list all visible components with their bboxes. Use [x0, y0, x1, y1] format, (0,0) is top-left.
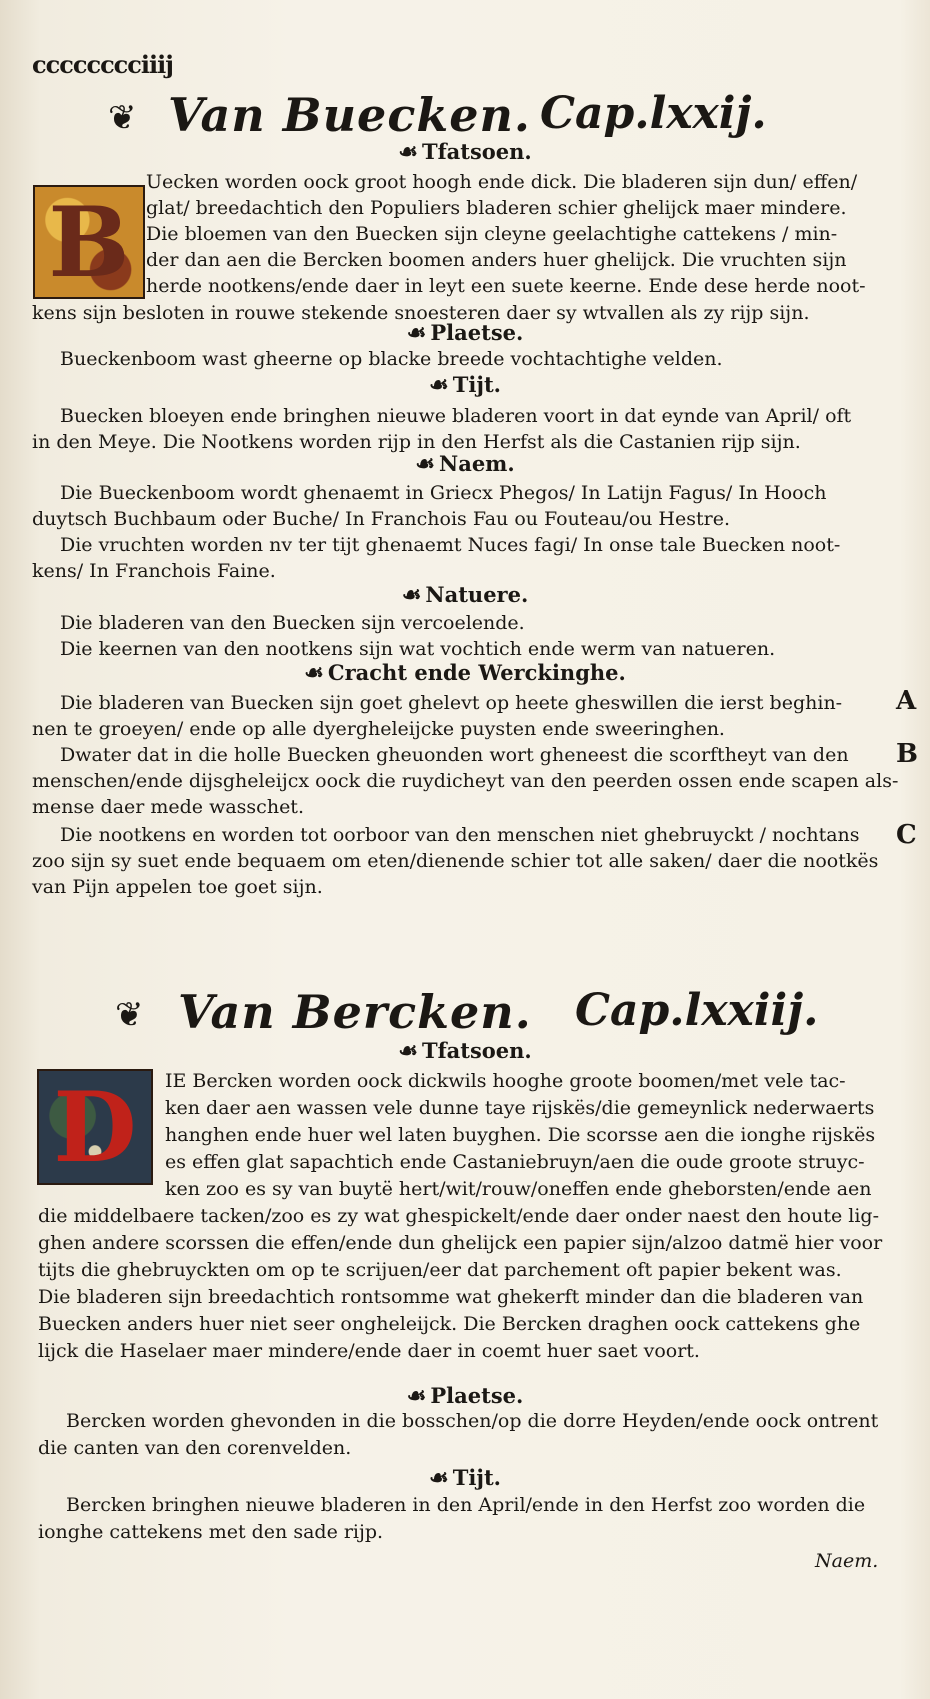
text-line: Bercken worden ghevonden in die bosschen/op die dorre Heyden/ende oock ontrent: [66, 1410, 879, 1432]
text-line: Die bladeren sijn breedachtich rontsomme wat ghekerft minder dan die bladeren van: [38, 1286, 864, 1308]
text-line: Die vruchten worden nv ter tijt ghenaemt Nuces fagi/ In onse tale Buecken noot-: [60, 534, 841, 556]
section-heading-cracht: ☙ Cracht ende Werckinghe.: [304, 660, 626, 686]
text-line: die middelbaere tacken/zoo es zy wat ghespickelt/ende daer onder naest den houte lig-: [38, 1205, 879, 1227]
text-line: die canten van den corenvelden.: [38, 1437, 352, 1459]
text-line: menschen/ende dijsgheleijcx oock die ruydicheyt van den peerden ossen ende scapen als-: [32, 770, 899, 792]
text-line: hanghen ende huer wel laten buyghen. Die scorsse aen die ionghe rijskës: [165, 1124, 876, 1146]
pilcrow-icon: ☙: [398, 139, 418, 165]
pilcrow-icon: ☙: [429, 372, 449, 398]
text-line: herde nootkens/ende daer in leyt een suete keerne. Ende dese herde noot-: [146, 275, 866, 297]
chapter-heading-bercken: [0, 985, 930, 1045]
text-line: Buecken anders huer niet seer ongheleijck. Die Bercken draghen oock cattekens ghe: [38, 1313, 861, 1335]
chapter-number: Cap.lxxij.: [540, 88, 767, 139]
text-line: Die keernen van den nootkens sijn wat vochtich ende werm van natueren.: [60, 638, 776, 660]
section-heading-tfatsoen: ☙ Tfatsoen.: [398, 139, 532, 165]
section-heading-tfatsoen: ☙ Tfatsoen.: [398, 1038, 532, 1064]
text-line: es effen glat sapachtich ende Castaniebruyn/aen die oude groote struyc-: [165, 1151, 865, 1173]
decorated-initial-b: B: [33, 185, 145, 299]
text-line: Die bladeren van den Buecken sijn vercoelende.: [60, 612, 525, 634]
text-line: Die bloemen van den Buecken sijn cleyne geelachtighe cattekens / min-: [146, 223, 838, 245]
text-line: der dan aen die Bercken boomen anders huer ghelijck. Die vruchten sijn: [146, 249, 847, 271]
text-line: kens/ In Franchois Faine.: [32, 560, 276, 582]
text-line: tijts die ghebruyckten om op te scrijuen/eer dat parchement oft papier bekent was.: [38, 1259, 842, 1281]
text-line: IE Bercken worden oock dickwils hooghe groote boomen/met vele tac-: [165, 1070, 846, 1092]
section-heading-tijt: ☙ Tijt.: [429, 372, 501, 398]
text-line: ghen andere scorssen die effen/ende dun ghelijck een papier sijn/alzoo datmë hier voor: [38, 1232, 883, 1254]
text-line: ken daer aen wassen vele dunne taye rijskës/die gemeynlick nederwaerts: [165, 1097, 875, 1119]
pilcrow-icon: ☙: [398, 1038, 418, 1064]
text-line: ionghe cattekens met den sade rijp.: [38, 1521, 384, 1543]
text-line: Buecken bloeyen ende bringhen nieuwe bladeren voort in dat eynde van April/ oft: [60, 405, 852, 427]
fleuron-ornament-icon: ❦: [115, 995, 144, 1035]
section-heading-tijt: ☙ Tijt.: [429, 1465, 501, 1491]
pilcrow-icon: ☙: [406, 320, 427, 346]
section-heading-plaetse: ☙ Plaetse.: [406, 320, 524, 346]
pilcrow-icon: ☙: [401, 582, 422, 608]
text-line: van Pijn appelen toe goet sijn.: [32, 876, 323, 898]
text-line: Bercken bringhen nieuwe bladeren in den April/ende in den Herfst zoo worden die: [66, 1494, 866, 1516]
section-heading-natuere: ☙ Natuere.: [401, 582, 529, 608]
pilcrow-icon: ☙: [304, 660, 324, 686]
text-line: nen te groeyen/ ende op alle dyergheleijcke puysten ende sweeringhen.: [32, 718, 725, 740]
text-line: Uecken worden oock groot hoogh ende dick. Die bladeren sijn dun/ effen/: [146, 171, 858, 193]
text-line: glat/ breedachtich den Populiers bladeren schier ghelijck maer mindere.: [146, 197, 847, 219]
text-line: lijck die Haselaer maer mindere/ende daer in coemt huer saet voort.: [38, 1340, 700, 1362]
pilcrow-icon: ☙: [415, 451, 436, 477]
text-line: ken zoo es sy van buytë hert/wit/rouw/oneffen ende gheborsten/ende aen: [165, 1178, 872, 1200]
text-line: in den Meye. Die Nootkens worden rijp in den Herfst als die Castanien rijp sijn.: [32, 431, 801, 453]
chapter-title: Van Buecken.: [168, 88, 531, 142]
section-heading-plaetse: ☙ Plaetse.: [406, 1383, 524, 1409]
text-line: Die nootkens en worden tot oorboor van den menschen niet ghebruyckt / nochtans: [60, 824, 860, 846]
section-heading-naem: ☙ Naem.: [415, 451, 515, 477]
margin-marker-c: C: [896, 820, 917, 850]
catchword: Naem.: [815, 1550, 879, 1572]
decorated-initial-d: D: [37, 1069, 153, 1185]
text-line: zoo sijn sy suet ende bequaem om eten/dienende schier tot alle saken/ daer die nootkës: [32, 850, 879, 872]
text-line: Die Bueckenboom wordt ghenaemt in Griecx Phegos/ In Latijn Fagus/ In Hooch: [60, 482, 827, 504]
margin-marker-a: A: [896, 686, 917, 716]
text-line: Die bladeren van Buecken sijn goet ghelevt op heete gheswillen die ierst beghin-: [60, 692, 843, 714]
pilcrow-icon: ☙: [429, 1465, 449, 1491]
text-line: mense daer mede wasschet.: [32, 796, 304, 818]
chapter-title: Van Bercken.: [178, 985, 532, 1039]
chapter-number: Cap.lxxiij.: [575, 985, 819, 1036]
margin-marker-b: B: [896, 739, 918, 769]
text-line: Dwater dat in die holle Buecken gheuonden wort gheneest die scorftheyt van den: [60, 744, 849, 766]
text-line: duytsch Buchbaum oder Buche/ In Franchois Fau ou Fouteau/ou Hestre.: [32, 508, 730, 530]
folio-number: cccccccciiij: [32, 50, 173, 79]
fleuron-ornament-icon: ❦: [108, 98, 137, 138]
text-line: kens sijn besloten in rouwe stekende snoesteren daer sy wtvallen als zy rijp sijn.: [32, 302, 810, 324]
text-line: Bueckenboom wast gheerne op blacke breede vochtachtighe velden.: [60, 348, 723, 370]
pilcrow-icon: ☙: [406, 1383, 427, 1409]
